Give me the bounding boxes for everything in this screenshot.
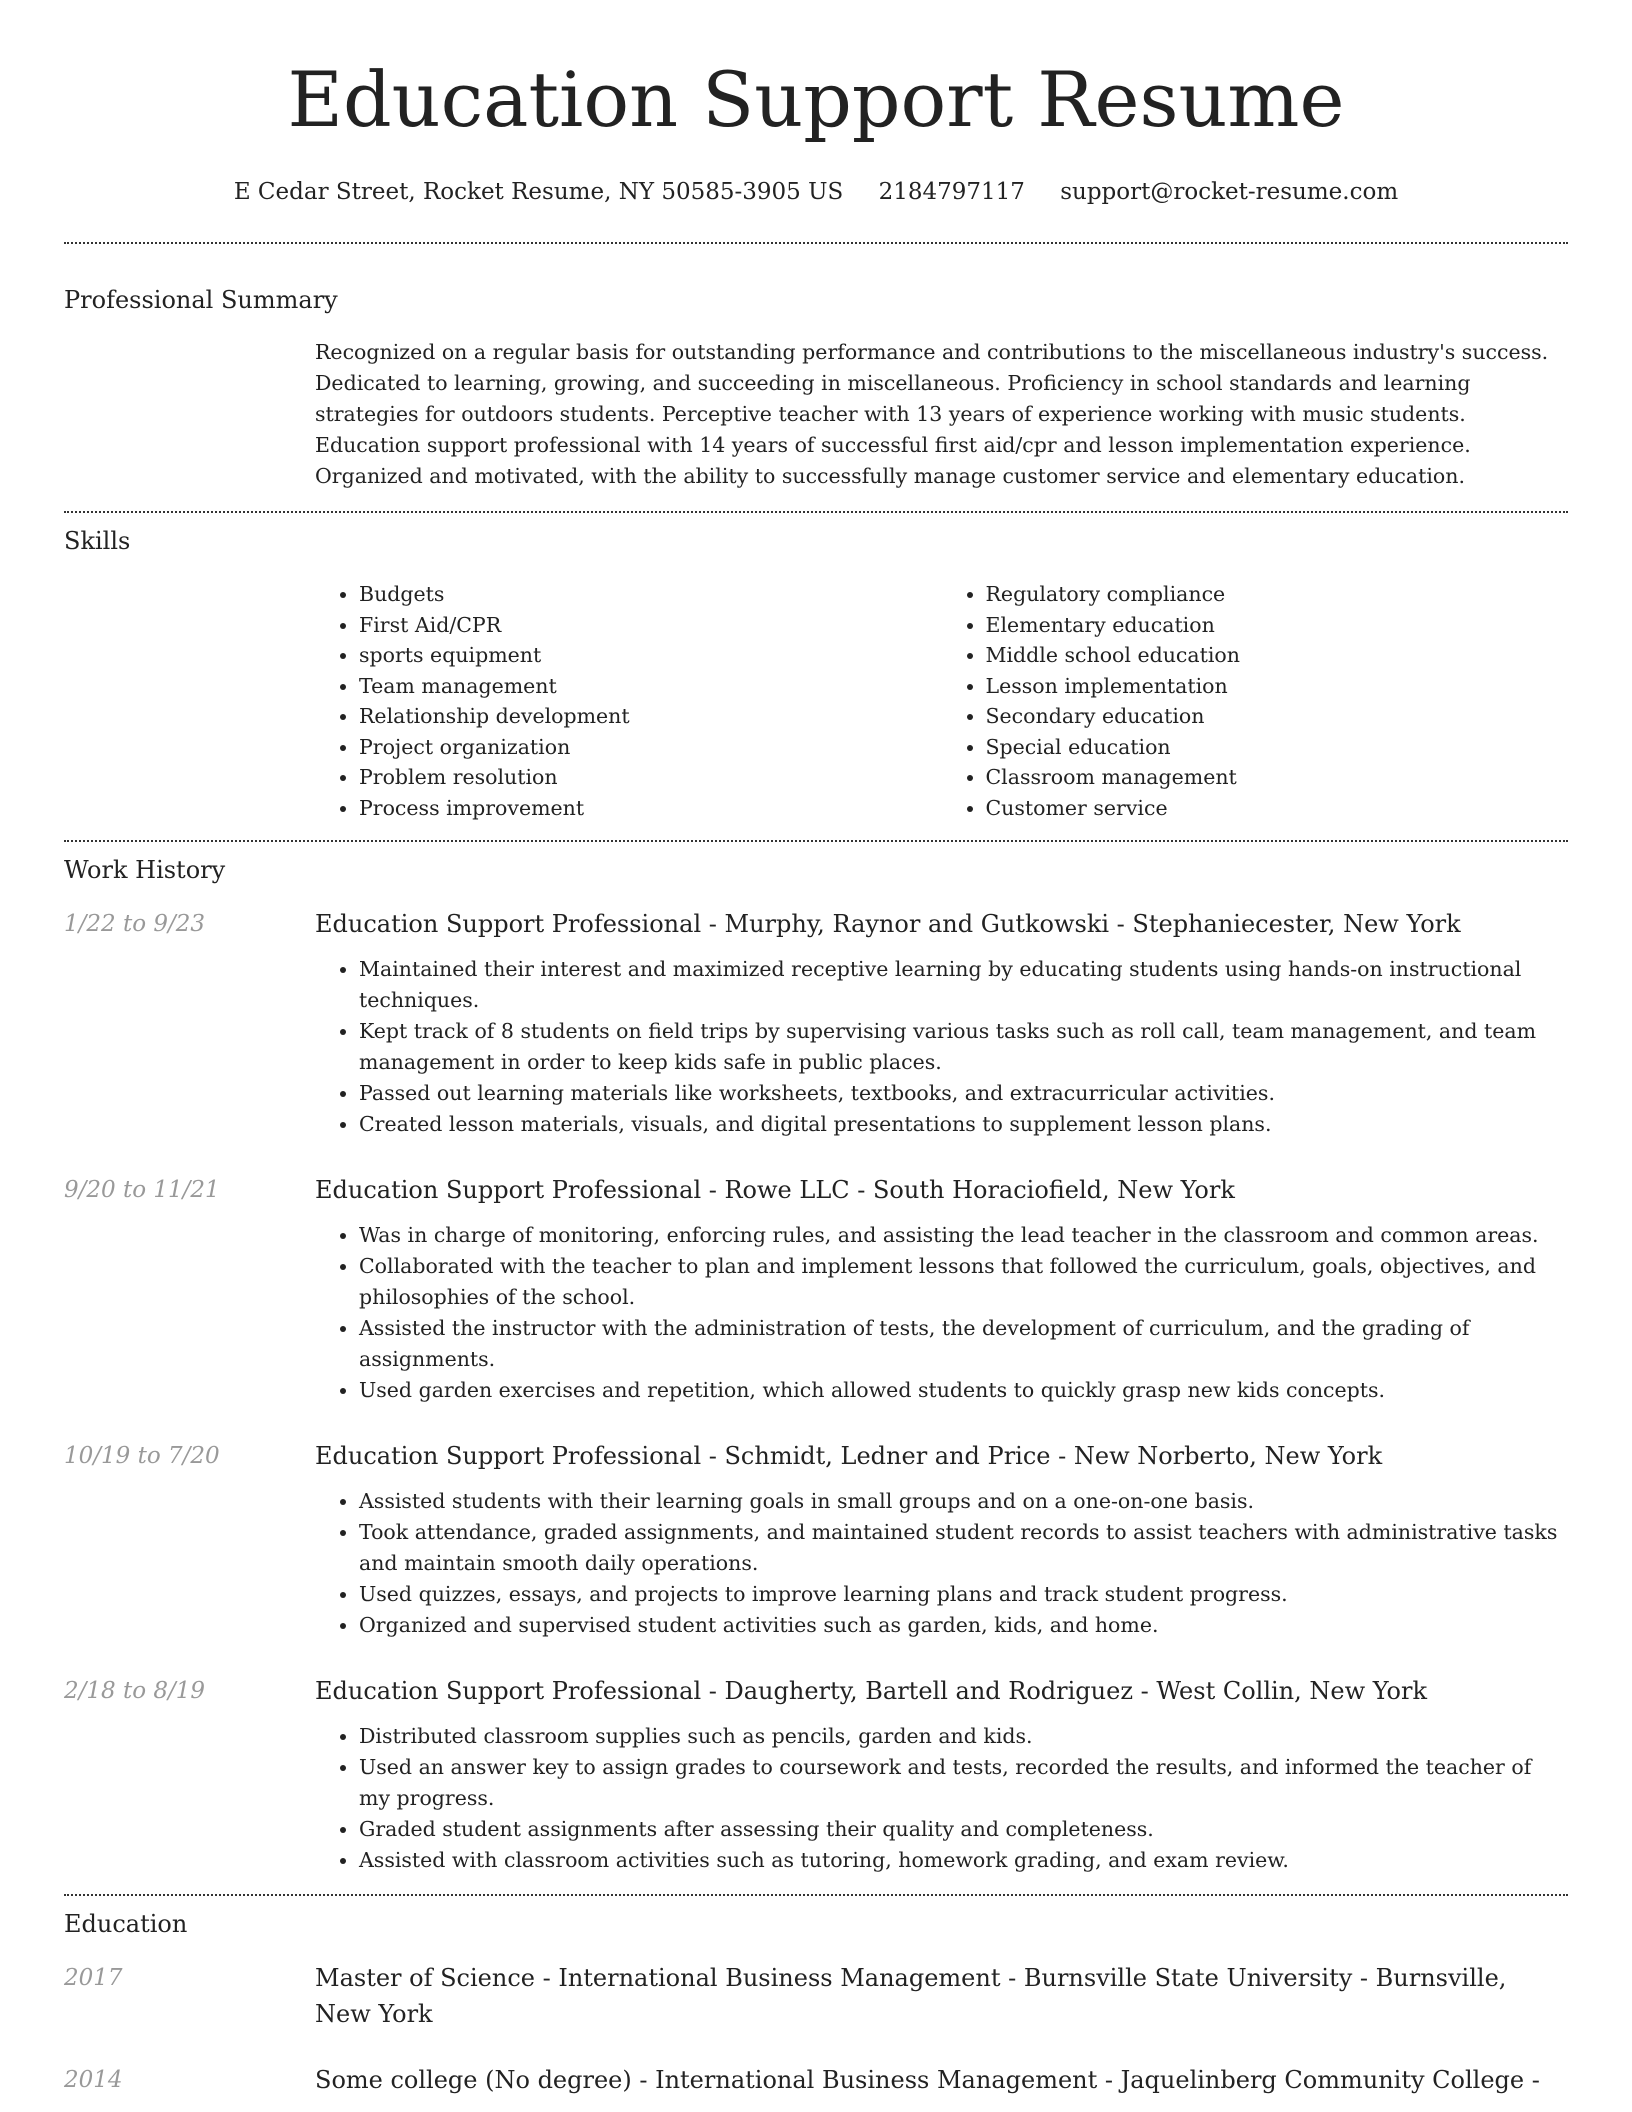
job-title: Education Support Professional - Murphy, Raynor and Gutkowski - Stephaniecester, New York — [315, 910, 1461, 938]
job-bullet: • Created lesson materials, visuals, and digital presentations to supplement lesson plans. — [359, 1109, 1568, 1140]
skills-section — [64, 525, 1568, 823]
work-history-section — [64, 854, 1568, 1876]
skill-item: • Problem resolution — [359, 762, 942, 793]
job-dates: 10/19 to 7/20 — [64, 1443, 220, 1469]
skill-item: • Classroom management — [986, 762, 1569, 793]
skill-item: • Middle school education — [986, 640, 1569, 671]
job-entry — [64, 906, 1568, 1140]
skill-item: • Customer service — [986, 793, 1569, 824]
job-bullet: • Used garden exercises and repetition, which allowed students to quickly grasp new kids concepts. — [359, 1375, 1568, 1406]
skill-item: • Project organization — [359, 732, 942, 763]
divider — [64, 840, 1568, 842]
skill-item: • Relationship development — [359, 701, 942, 732]
resume-page — [64, 0, 1568, 2098]
job-bullet: • Assisted students with their learning goals in small groups and on a one-on-one basis. — [359, 1486, 1568, 1517]
job-dates: 9/20 to 11/21 — [64, 1177, 220, 1203]
summary-heading: Professional Summary — [64, 286, 338, 314]
job-bullet: • Passed out learning materials like worksheets, textbooks, and extracurricular activities. — [359, 1078, 1568, 1109]
skill-item: • Special education — [986, 732, 1569, 763]
education-entry — [64, 1960, 1568, 2032]
skill-item: • Regulatory compliance — [986, 579, 1569, 610]
skill-item: • Budgets — [359, 579, 942, 610]
education-year: 2017 — [64, 1965, 123, 1991]
skills-list-left — [315, 579, 942, 823]
job-entry — [64, 1172, 1568, 1406]
skill-item: • sports equipment — [359, 640, 942, 671]
job-bullet: • Was in charge of monitoring, enforcing rules, and assisting the lead teacher in the classroom and common areas. — [359, 1220, 1568, 1251]
job-bullet: • Used an answer key to assign grades to coursework and tests, recorded the results, and informed the teacher of my progress. — [359, 1752, 1568, 1814]
job-bullet: • Used quizzes, essays, and projects to improve learning plans and track student progress. — [359, 1579, 1568, 1610]
job-bullet: • Assisted the instructor with the administration of tests, the development of curriculum, and the grading of assignments. — [359, 1313, 1568, 1375]
divider — [64, 242, 1568, 244]
skill-item: • First Aid/CPR — [359, 610, 942, 641]
education-entry — [64, 2062, 1568, 2098]
job-bullet: • Assisted with classroom activities such as tutoring, homework grading, and exam review. — [359, 1845, 1568, 1876]
job-entry — [64, 1438, 1568, 1641]
divider — [64, 1894, 1568, 1896]
job-bullet: • Distributed classroom supplies such as pencils, garden and kids. — [359, 1721, 1568, 1752]
job-title: Education Support Professional - Rowe LLC - South Horaciofield, New York — [315, 1176, 1235, 1204]
divider — [64, 511, 1568, 513]
resume-title: Education Support Resume — [287, 55, 1345, 144]
job-bullets — [315, 1220, 1568, 1406]
skill-item: • Elementary education — [986, 610, 1569, 641]
education-title: Some college (No degree) - International Business Management - Jaquelinberg Community College - — [315, 2066, 1540, 2094]
job-bullet: • Kept track of 8 students on field trips by supervising various tasks such as roll call, team management, and team management in order to keep kids safe in public places. — [359, 1016, 1568, 1078]
job-bullets — [315, 1486, 1568, 1641]
job-bullet: • Organized and supervised student activities such as garden, kids, and home. — [359, 1610, 1568, 1641]
job-entry — [64, 1673, 1568, 1876]
education-title: Master of Science - International Business Management - Burnsville State University - Burnsville, New York — [315, 1964, 1507, 2028]
job-title: Education Support Professional - Schmidt, Ledner and Price - New Norberto, New York — [315, 1442, 1383, 1470]
skill-item: • Process improvement — [359, 793, 942, 824]
work-history-heading: Work History — [64, 856, 226, 884]
job-bullet: • Took attendance, graded assignments, and maintained student records to assist teachers with administrative tasks and maintain smooth daily operations. — [359, 1517, 1568, 1579]
job-bullets — [315, 1721, 1568, 1876]
education-year: 2014 — [64, 2067, 123, 2093]
job-bullet: • Graded student assignments after assessing their quality and completeness. — [359, 1814, 1568, 1845]
skills-heading: Skills — [64, 527, 131, 555]
job-bullet: • Maintained their interest and maximized receptive learning by educating students using hands-on instructional techniques. — [359, 954, 1568, 1016]
job-bullets — [315, 954, 1568, 1140]
education-heading: Education — [64, 1910, 188, 1938]
skill-item: • Team management — [359, 671, 942, 702]
education-section — [64, 1908, 1568, 2098]
contact-address: E Cedar Street, Rocket Resume, NY 50585-3905 US — [233, 179, 844, 205]
skill-item: • Secondary education — [986, 701, 1569, 732]
contact-phone: 2184797117 — [878, 179, 1025, 205]
summary-section — [64, 284, 1568, 492]
job-dates: 2/18 to 8/19 — [64, 1678, 206, 1704]
contact-line — [64, 176, 1568, 208]
job-dates: 1/22 to 9/23 — [64, 911, 206, 937]
skills-list-right — [942, 579, 1569, 823]
skill-item: • Lesson implementation — [986, 671, 1569, 702]
contact-email: support@rocket-resume.com — [1060, 179, 1399, 205]
summary-text: Recognized on a regular basis for outstanding performance and contributions to the miscellaneous industry's success. Dedicated to learning, growing, and succeeding in miscellaneous. Proficiency in school standards and learning strategies for outdoors students. Perceptive teacher with 13 years of experience working with music students. Education support professional with 14 years of successful first aid/cpr and lesson implementation experience. Organized and motivated, with the ability to successfully manage customer service and elementary education. — [315, 340, 1549, 488]
job-title: Education Support Professional - Daugherty, Bartell and Rodriguez - West Collin, New York — [315, 1677, 1427, 1705]
job-bullet: • Collaborated with the teacher to plan and implement lessons that followed the curriculum, goals, objectives, and philosophies of the school. — [359, 1251, 1568, 1313]
